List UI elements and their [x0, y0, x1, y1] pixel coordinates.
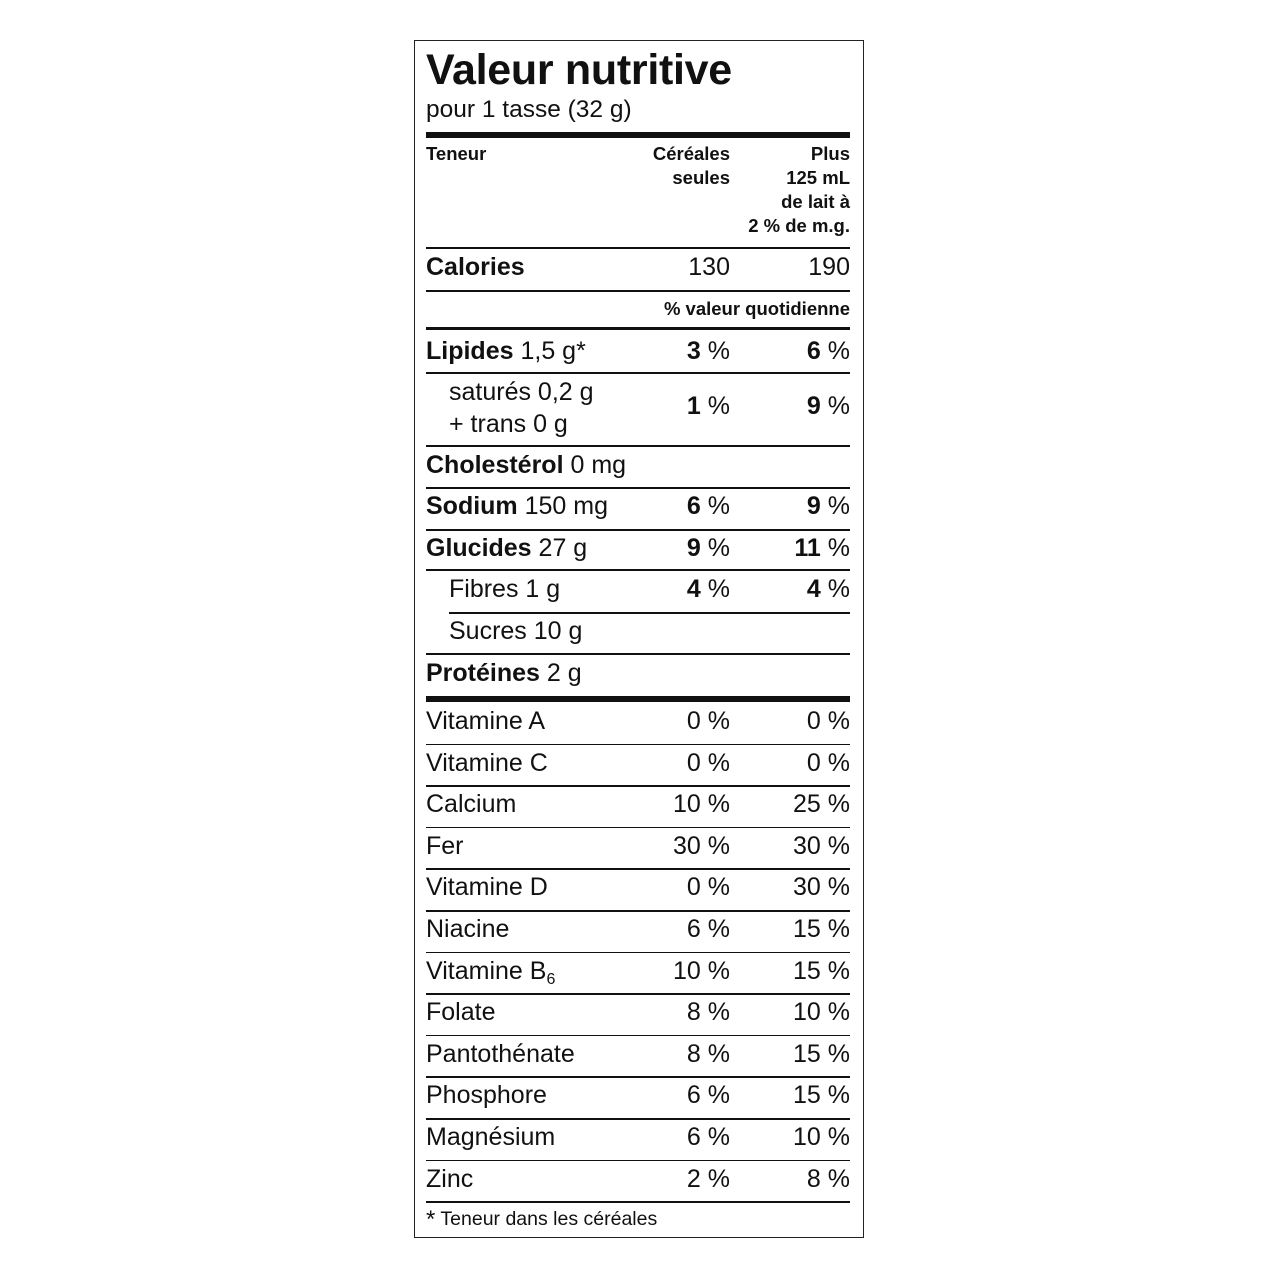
vitamin-dv-cereal: 0 %	[686, 748, 730, 777]
nutrient-dv-cereal: 1 %	[686, 392, 730, 420]
nutrient-label: Fibres 1 g	[449, 575, 561, 603]
vitamin-dv-with-milk: 10 %	[793, 1123, 850, 1151]
nutrient-dv-with-milk: 11 %	[794, 534, 850, 562]
vitamin-label: Zinc	[426, 1164, 474, 1193]
nutrient-label: saturés 0,2 g + trans 0 g	[449, 378, 594, 438]
divider	[426, 372, 850, 374]
divider	[426, 1201, 850, 1203]
column-header-amount: Teneur	[426, 143, 487, 164]
nutrient-dv-cereal: 9 %	[686, 534, 730, 562]
footnote-asterisk: *	[426, 1206, 436, 1233]
thick-divider	[426, 132, 850, 138]
medium-divider	[426, 327, 850, 330]
vitamin-dv-cereal: 10 %	[673, 790, 730, 819]
nutrient-label: Sodium 150 mg	[426, 492, 609, 520]
vitamin-label: Folate	[426, 998, 496, 1027]
divider	[426, 290, 850, 292]
nutrient-label: Cholestérol 0 mg	[426, 451, 627, 479]
vitamin-dv-cereal: 6 %	[686, 1081, 730, 1110]
vitamin-dv-with-milk: 8 %	[806, 1164, 850, 1193]
nutrient-dv-with-milk: 9 %	[806, 392, 850, 420]
vitamin-dv-with-milk: 0 %	[806, 748, 850, 777]
column-header-with-milk	[748, 142, 850, 238]
label-title: Valeur nutritive	[426, 46, 732, 94]
vitamin-dv-cereal: 2 %	[686, 1164, 730, 1193]
nutrient-row	[426, 377, 850, 441]
vitamin-dv-cereal: 6 %	[686, 1123, 730, 1151]
vitamin-label: Vitamine $B_6$	[426, 956, 556, 988]
nutrition-facts-panel	[414, 40, 864, 1238]
divider	[426, 569, 850, 571]
vitamin-label: Fer	[426, 831, 464, 860]
nutrient-label: Lipides 1,5 g*	[426, 337, 586, 365]
vitamin-dv-with-milk: 0 %	[806, 707, 850, 735]
nutrient-dv-with-milk: 6 %	[806, 337, 850, 365]
vitamin-label: Vitamine D	[426, 873, 548, 902]
divider	[426, 247, 850, 249]
vitamin-dv-cereal: 8 %	[686, 998, 730, 1027]
divider	[426, 1160, 850, 1162]
nutrient-dv-cereal: 4 %	[686, 575, 730, 603]
nutrient-label: Sucres 10 g	[449, 617, 583, 645]
divider	[426, 1076, 850, 1078]
divider	[426, 827, 850, 829]
column-header-cereal-line: seules	[672, 167, 730, 188]
vitamin-label: Niacine	[426, 915, 510, 943]
footnote	[426, 1207, 657, 1232]
vitamin-dv-cereal: 8 %	[686, 1039, 730, 1068]
calories-with-milk: 190	[808, 253, 850, 281]
vitamin-label: Pantothénate	[426, 1039, 575, 1068]
divider	[426, 785, 850, 787]
nutrient-label: Glucides 27 g	[426, 534, 588, 562]
nutrient-label: Protéines 2 g	[426, 659, 582, 687]
thick-divider	[426, 696, 850, 702]
divider	[426, 868, 850, 870]
divider	[426, 910, 850, 912]
nutrient-dv-cereal: 3 %	[686, 337, 730, 365]
divider	[426, 445, 850, 447]
vitamin-dv-cereal: 0 %	[686, 873, 730, 902]
indented-divider	[449, 612, 850, 614]
vitamin-dv-cereal: 6 %	[686, 915, 730, 943]
vitamin-dv-with-milk: 10 %	[793, 998, 850, 1027]
vitamin-label: Magnésium	[426, 1123, 556, 1151]
column-header-cereal	[653, 142, 730, 190]
column-header-milk-line: 2 % de m.g.	[748, 215, 850, 236]
column-header-milk-line: de lait à	[781, 191, 850, 212]
vitamin-dv-with-milk: 15 %	[793, 1081, 850, 1110]
serving-size: pour 1 tasse (32 g)	[426, 96, 632, 123]
calories-label: Calories	[426, 253, 525, 281]
column-header-milk-line: 125 mL	[786, 167, 850, 188]
vitamin-dv-cereal: 10 %	[673, 956, 730, 985]
divider	[426, 952, 850, 954]
vitamin-label: Vitamine C	[426, 748, 548, 777]
calories-cereal: 130	[688, 253, 730, 281]
vitamin-dv-with-milk: 30 %	[793, 831, 850, 860]
vitamin-label: Phosphore	[426, 1081, 547, 1110]
divider	[426, 653, 850, 655]
vitamin-dv-with-milk: 25 %	[793, 790, 850, 819]
vitamin-dv-with-milk: 30 %	[793, 873, 850, 902]
footnote-text: Teneur dans les céréales	[440, 1208, 658, 1230]
divider	[426, 993, 850, 995]
nutrient-dv-cereal: 6 %	[686, 492, 730, 520]
divider	[426, 529, 850, 531]
divider	[426, 487, 850, 489]
vitamin-dv-with-milk: 15 %	[793, 956, 850, 985]
vitamin-label: Vitamine A	[426, 707, 546, 735]
daily-value-header: % valeur quotidienne	[663, 298, 850, 319]
vitamin-dv-with-milk: 15 %	[793, 1039, 850, 1068]
divider	[426, 744, 850, 746]
vitamin-dv-with-milk: 15 %	[793, 915, 850, 943]
divider	[426, 1035, 850, 1037]
column-header-milk-line: Plus	[810, 143, 850, 164]
column-header-cereal-line: Céréales	[652, 143, 730, 164]
divider	[426, 1118, 850, 1120]
vitamin-label: Calcium	[426, 790, 517, 819]
vitamin-dv-cereal: 30 %	[673, 831, 730, 860]
vitamin-dv-cereal: 0 %	[686, 707, 730, 735]
nutrient-dv-with-milk: 4 %	[806, 575, 850, 603]
nutrient-dv-with-milk: 9 %	[806, 492, 850, 520]
